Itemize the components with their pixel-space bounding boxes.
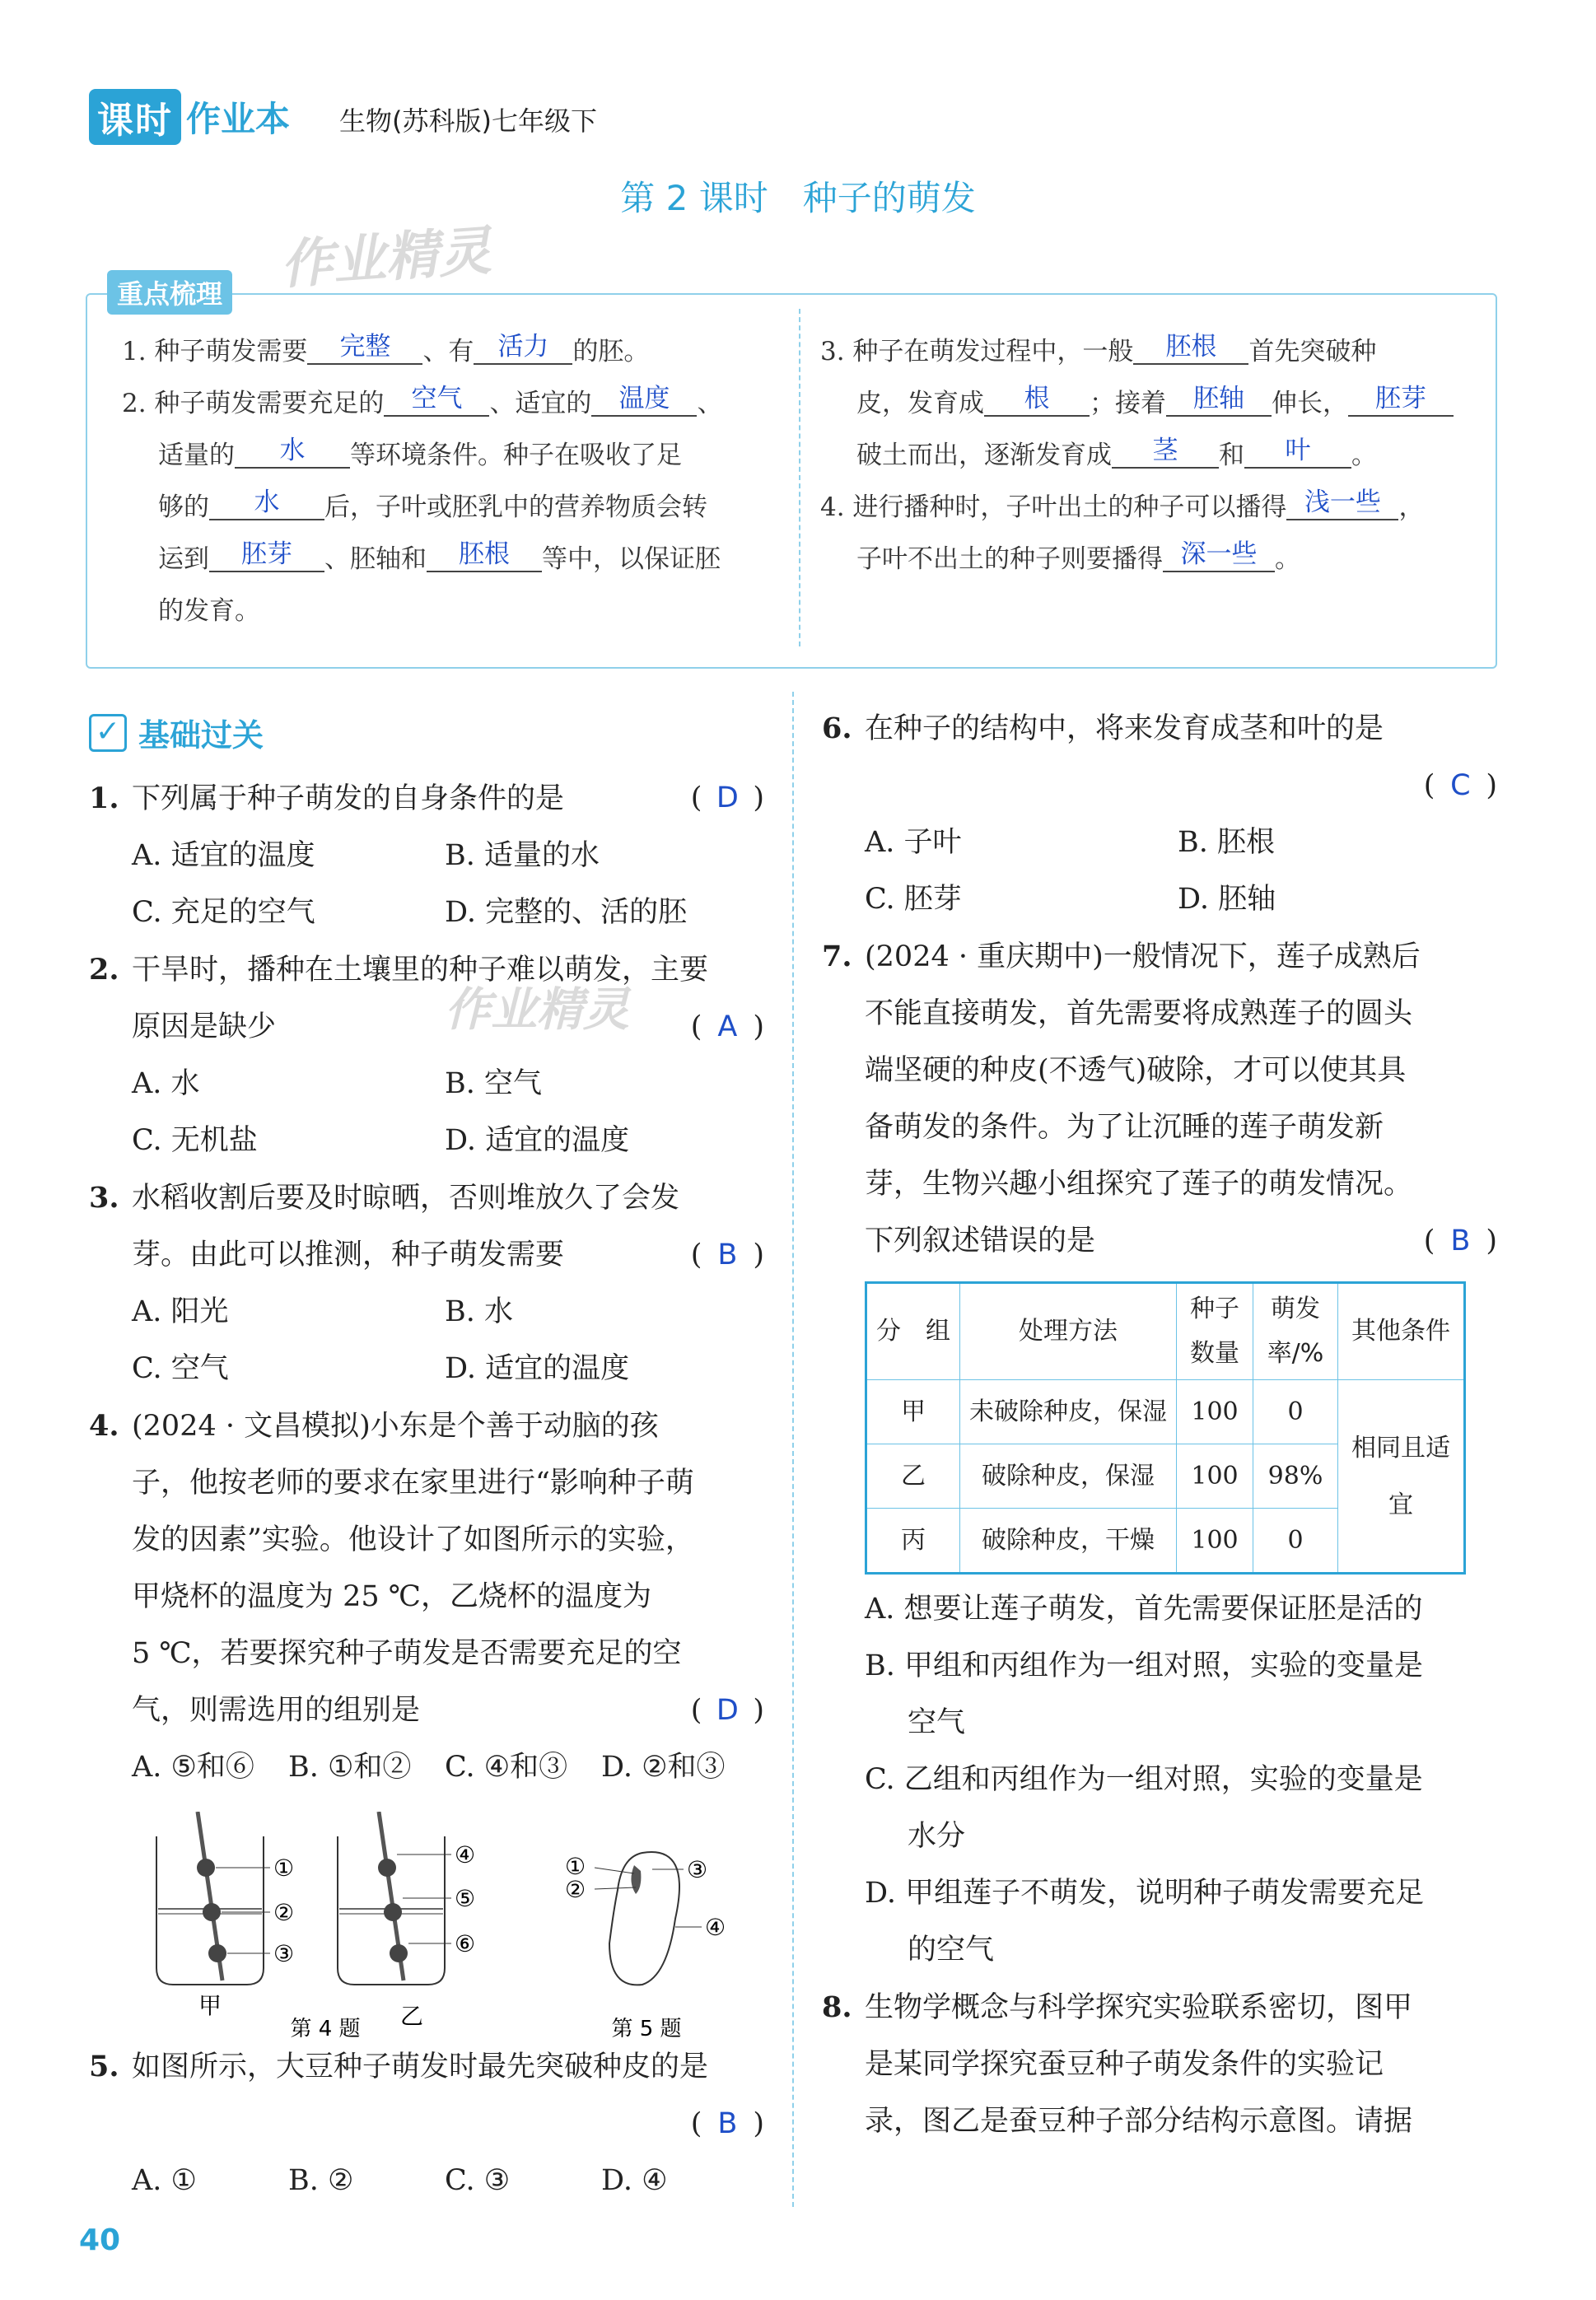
table-row: 丙 破除种皮，干燥 100 0 <box>866 1509 1465 1574</box>
label-jia: 甲 <box>198 1992 222 2019</box>
watermark: 作业精灵 <box>278 221 493 296</box>
label-c3: ③ <box>687 1856 708 1883</box>
label-5: ⑤ <box>455 1885 476 1912</box>
blank-5: 水 <box>235 434 350 469</box>
table-row: 甲 未破除种皮，保湿 100 0 相同且适宜 <box>866 1380 1465 1444</box>
subject-title: 生物(苏科版)七年级下 <box>339 105 597 137</box>
lesson-title: 第 2 课时 种子的萌发 <box>620 178 976 218</box>
left-column <box>89 770 764 1796</box>
beaker-yi <box>338 1812 475 2030</box>
blank-6: 水 <box>209 486 324 520</box>
blank-9: 胚根 <box>1133 330 1248 365</box>
answer-1: D <box>716 781 739 814</box>
key-points-divider <box>799 309 800 646</box>
question-1: 1. 下列属于种子萌发的自身条件的是 ( D ) A. 适宜的温度 B. 适量的水 C. 充足的空气 D. 完整的、活的胚 <box>89 770 764 941</box>
table-row: 乙 破除种皮，保湿 100 98% <box>866 1444 1465 1509</box>
blank-4: 温度 <box>591 382 697 417</box>
blank-10: 根 <box>984 382 1090 417</box>
question-6: 6. 在种子的结构中，将来发育成茎和叶的是 ( C ) A. 子叶 B. 胚根 C. 胚芽 D. 胚轴 <box>822 711 1497 916</box>
blank-8: 胚根 <box>427 538 542 572</box>
check-icon: ✓ <box>89 714 127 752</box>
label-c4: ④ <box>705 1914 726 1941</box>
column-divider <box>792 692 794 2207</box>
question-4: 4. (2024 · 文昌模拟)小东是个善于动脑的孩 子，他按老师的要求在家里进行“影响种子萌 发的因素”实验。他设计了如图所示的实验， 甲烧杯的温度为 25 ℃，乙烧杯的温度为 5 ℃，若要探究种子萌发是否需要充足的空 气，则需选用的组别是 ( D ) A. ⑤和⑥ B. ①和② C. ④和③ D. ②和③ <box>89 1409 764 1784</box>
caption-q4: 第 4 题 <box>290 2017 361 2041</box>
label-3: ③ <box>273 1940 295 1967</box>
key-points-tag: 重点梳理 <box>107 270 232 315</box>
watermark-2: 作业精灵 <box>445 983 629 1037</box>
lotus-table: 分 组 处理方法 种子数量 萌发率/% 其他条件 甲 未破除种皮，保湿 100 0 相同且适宜 乙 破除种皮，保湿 100 98% 丙 破除种皮，干燥 100 0 <box>865 1281 1466 1575</box>
label-c1: ① <box>565 1853 586 1880</box>
section-basic <box>89 710 264 755</box>
brand-name: 作业本 <box>186 99 291 139</box>
right-column <box>822 700 1497 2150</box>
question-5: 5. 如图所示，大豆种子萌发时最先突破种皮的是 ( B ) A. ① B. ② C. ③ D. ④ <box>89 2050 764 2197</box>
key-points-right: 3. 种子在萌发过程中，一般 胚根 首先突破种 皮，发育成 根 ；接着 胚轴 伸长， 胚芽 破土而出，逐渐发育成 茎 和 叶 。 4. 进行播种时，子叶出土的种子可以播得 浅一些 ， 子叶不出土的种子则要播得 深一些 。 <box>820 326 1487 585</box>
blank-15: 浅一些 <box>1286 486 1398 520</box>
question-3: 3. 水稻收割后要及时晾晒，否则堆放久了会发 芽。由此可以推测，种子萌发需要 ( B ) A. 阳光 B. 水 C. 空气 D. 适宜的温度 <box>89 1181 764 1385</box>
answer-5: B <box>717 2107 738 2140</box>
key-points-left: 1. 种子萌发需要 完整 、有 活力 的胚。 2. 种子萌发需要充足的 空气 、适宜的 温度 、 适量的 水 等环境条件。种子在吸收了足 够的 水 后，子叶或胚乳中的营养物质会转 运到 胚芽 、胚轴和 胚根 等中，以保证胚 的发育。 <box>122 332 723 626</box>
answer-2: A <box>717 1010 738 1043</box>
brand-box: 课时 <box>89 89 181 145</box>
blank-7: 胚芽 <box>209 538 324 572</box>
label-4: ④ <box>455 1841 476 1868</box>
blank-11: 胚轴 <box>1166 382 1272 417</box>
blank-16: 深一些 <box>1163 538 1275 572</box>
question-8: 8. 生物学概念与科学探究实验联系密切，图甲 是某同学探究蚕豆种子萌发条件的实验记 录，图乙是蚕豆种子部分结构示意图。请据 <box>822 1990 1413 2138</box>
label-c2: ② <box>565 1876 586 1903</box>
blank-3: 空气 <box>384 382 489 417</box>
blank-1: 完整 <box>307 330 422 365</box>
label-1: ① <box>273 1854 295 1882</box>
label-2: ② <box>273 1899 295 1926</box>
beaker-jia <box>156 1812 294 2019</box>
blank-2: 活力 <box>474 330 572 365</box>
brand-logo <box>89 92 290 142</box>
label-6: ⑥ <box>455 1930 476 1957</box>
answer-3: B <box>717 1239 738 1271</box>
answer-6: C <box>1450 769 1471 802</box>
page-number: 40 <box>79 2223 121 2257</box>
figure-q4-q5 <box>148 1812 758 2042</box>
blank-12: 胚芽 <box>1348 382 1454 417</box>
answer-7: B <box>1450 1225 1471 1257</box>
label-yi: 乙 <box>399 2003 424 2030</box>
caption-q5: 第 5 题 <box>611 2017 682 2041</box>
question-2: 2. 干旱时，播种在土壤里的种子难以萌发，主要 原因是缺少 ( A ) A. 水 B. 空气 C. 无机盐 D. 适宜的温度 <box>89 953 764 1157</box>
blank-13: 茎 <box>1112 434 1219 469</box>
answer-4: D <box>716 1694 739 1727</box>
soybean-seed <box>565 1852 726 1985</box>
section-title: 基础过关 <box>138 717 264 753</box>
question-7: 7. (2024 · 重庆期中)一般情况下，莲子成熟后 不能直接萌发，首先需要将成熟莲子的圆头 端坚硬的种皮(不透气)破除，才可以使其具 备萌发的条件。为了让沉睡的莲子萌发新 芽，生物兴趣小组探究了莲子的萌发情况。 下列叙述错误的是 ( B ) 分 组 处理方法 种子数量 萌发率/% 其他条件 甲 未破除种皮，保湿 100 0 相同且适宜 乙 破除种皮，保湿 100 98% 丙 破除种皮，干燥 100 0 A. 想要让莲子萌发，首先需要保证胚是活的 B. 甲组和丙组作为一组对照，实验的变量是 空气 C. 乙组和丙组作为一组对照，实验的变量是 水分 D. 甲组莲子不萌发，说明种子萌发需要充足 的空气 <box>822 940 1497 1966</box>
blank-14: 叶 <box>1244 434 1351 469</box>
